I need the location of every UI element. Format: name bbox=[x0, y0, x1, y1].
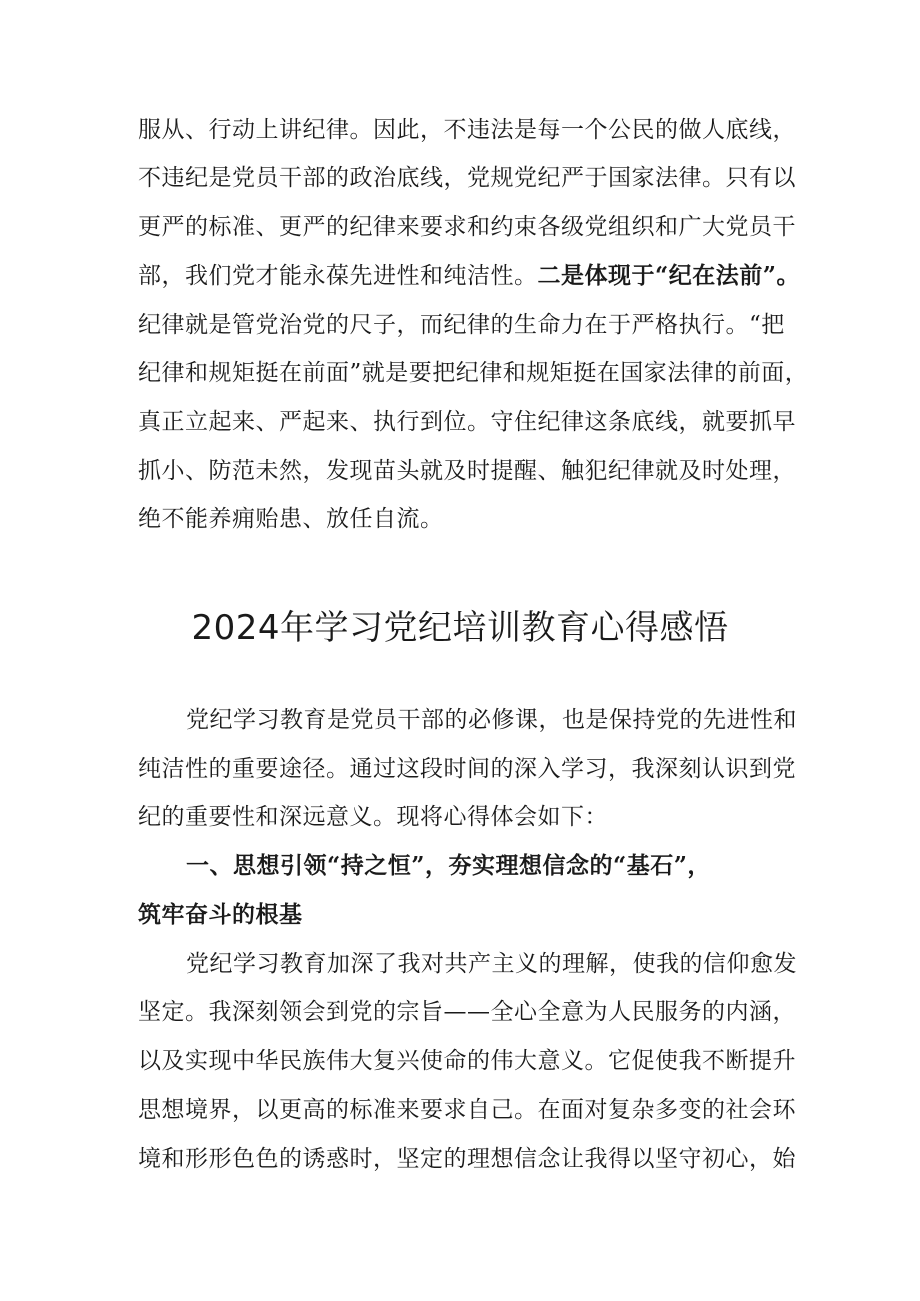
text-line: 抓小、防范未然，发现苗头就及时提醒、触犯纪律就及时处理， bbox=[138, 458, 796, 484]
text-line: 不违纪是党员干部的政治底线，党规党纪严于国家法律。只有以 bbox=[138, 165, 796, 191]
intro-line: 党纪学习教育是党员干部的必修课，也是保持党的先进性和 bbox=[186, 707, 797, 733]
text-line: 服从、行动上讲纪律。因此，不违法是每一个公民的做人底线， bbox=[138, 117, 796, 143]
text-segment: 部，我们党才能永葆先进性和纯洁性。 bbox=[138, 263, 538, 289]
body-line: 党纪学习教育加深了我对共产主义的理解，使我的信仰愈发 bbox=[186, 951, 797, 977]
intro-line: 纯洁性的重要途径。通过这段时间的深入学习，我深刻认识到党 bbox=[138, 756, 796, 782]
text-line: 真正立起来、严起来、执行到位。守住纪律这条底线，就要抓早 bbox=[138, 409, 796, 435]
body-line: 境和形形色色的诱惑时，坚定的理想信念让我得以坚守初心，始 bbox=[138, 1146, 796, 1172]
body-line: 以及实现中华民族伟大复兴使命的伟大意义。它促使我不断提升 bbox=[138, 1048, 796, 1074]
section-heading: 一、思想引领“持之恒”，夯实理想信念的“基石”， bbox=[186, 852, 711, 879]
document-title: 2024年学习党纪培训教育心得感悟 bbox=[191, 608, 729, 648]
text-line: 更严的标准、更严的纪律来要求和约束各级党组织和广大党员干 bbox=[138, 214, 796, 240]
text-line: 纪律就是管党治党的尺子，而纪律的生命力在于严格执行。“把 bbox=[138, 312, 785, 338]
text-line bbox=[138, 256, 800, 296]
intro-line: 纪的重要性和深远意义。现将心得体会如下： bbox=[138, 804, 608, 830]
text-line: 绝不能养痈贻患、放任自流。 bbox=[138, 506, 444, 532]
body-line: 思想境界，以更高的标准来要求自己。在面对复杂多变的社会环 bbox=[138, 1097, 796, 1123]
text-line: 纪律和规矩挺在前面”就是要把纪律和规矩挺在国家法律的前面， bbox=[138, 360, 809, 386]
section-heading: 筑牢奋斗的根基 bbox=[138, 901, 303, 928]
bold-point-two: 二是体现于“纪在法前”。 bbox=[537, 262, 800, 289]
body-line: 坚定。我深刻领会到党的宗旨——全心全意为人民服务的内涵， bbox=[138, 999, 796, 1025]
